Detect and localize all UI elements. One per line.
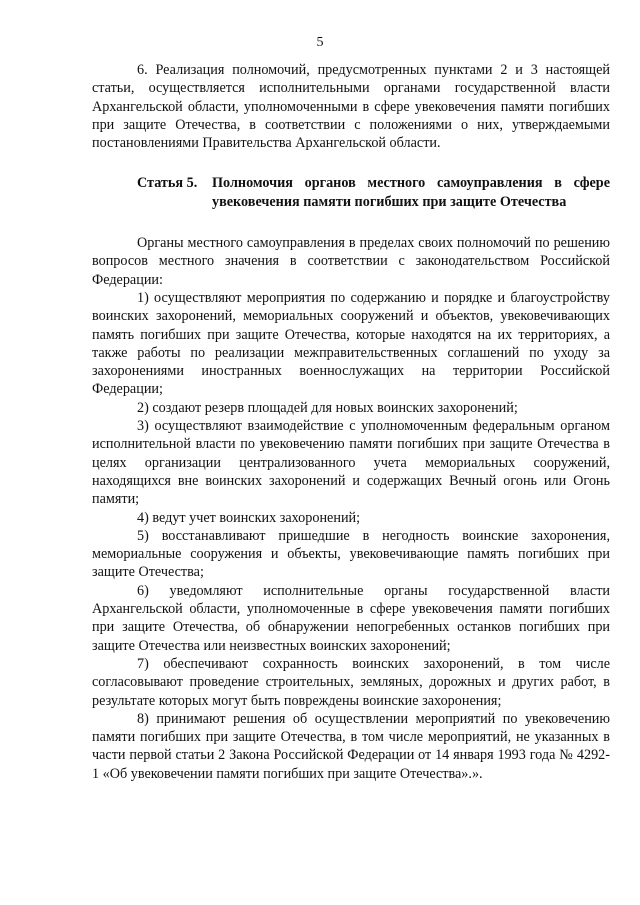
document-body: [92, 61, 610, 783]
list-item-3: 3) осуществляют взаимодействие с уполномоченным федеральным органом исполнительной власти по увековечению памяти погибших при защите Отечества в целях организации централизованного учета мемориальных сооружений, находящихся вне воинских захоронений и содержащих Вечный огонь или Огонь памяти;: [92, 418, 610, 508]
list-item-5: 5) восстанавливают пришедшие в негодность воинские захоронения, мемориальные сооружения и объекты, увековечивающие память погибших при защите Отечества;: [92, 527, 610, 581]
article-number: Статья 5.: [137, 175, 198, 192]
list-item-2: 2) создают резерв площадей для новых воинских захоронений;: [137, 399, 518, 416]
list-item-8: 8) принимают решения об осуществлении мероприятий по увековечению памяти погибших при защите Отечества, в том числе мероприятий, не указанных в части первой статьи 2 Закона Российской Федерации от 14 января 1993 года № 4292-1 «Об увековечении памяти погибших при защите Отечества».».: [92, 710, 610, 782]
paragraph-6: 6. Реализация полномочий, предусмотренных пунктами 2 и 3 настоящей статьи, осуществляется исполнительными органами государственной власти Архангельской области, уполномоченными в сфере увековечения памяти погибших при защите Отечества, в соответствии с положениями о них, утверждаемыми постановлениями Правительства Архангельской области.: [92, 62, 610, 152]
list-item-7: 7) обеспечивают сохранность воинских захоронений, в том числе согласовывают проведение строительных, земляных, дорожных и других работ, в результате которых могут быть повреждены воинские захоронения;: [92, 655, 610, 709]
list-item-4: 4) ведут учет воинских захоронений;: [137, 509, 361, 526]
article-5-heading: [92, 174, 610, 211]
article-title: Полномочия органов местного самоуправления в сфере увековечения памяти погибших при защите Отечества: [212, 175, 610, 210]
article-5-intro: Органы местного самоуправления в пределах своих полномочий по решению вопросов местного значения в соответствии с законодательством Российской Федерации:: [92, 235, 610, 288]
list-item-1: 1) осуществляют мероприятия по содержанию и порядке и благоустройству воинских захоронений, мемориальных сооружений и объектов, увековечивающих память погибших при защите Отечества, которые находятся на их территориях, а также работы по реализации межправительственных соглашений по уходу за захоронениями иностранных военнослужащих на территории Российской Федерации;: [92, 289, 610, 398]
page-number: 5: [316, 35, 324, 50]
list-item-6: 6) уведомляют исполнительные органы государственной власти Архангельской области, уполномоченные в сфере увековечения памяти погибших при защите Отечества, об обнаружении непогребенных останков погибших при защите Отечества или неизвестных воинских захоронений;: [92, 582, 610, 654]
